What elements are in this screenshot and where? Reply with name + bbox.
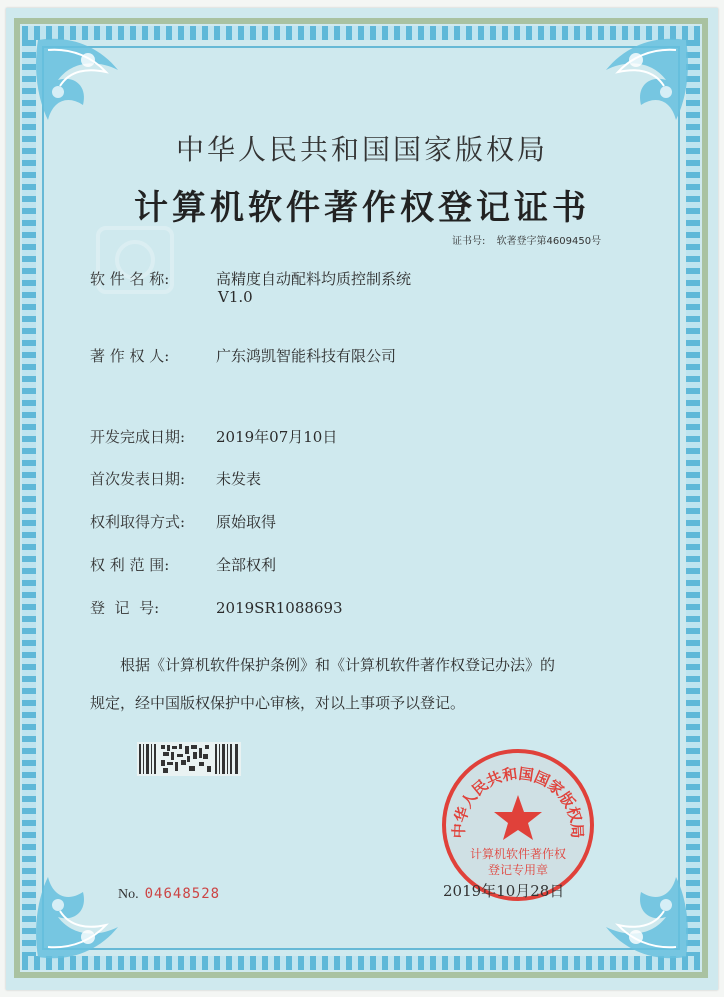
svg-text:计算机软件著作权: 计算机软件著作权	[469, 847, 567, 861]
corner-ornament-icon	[576, 30, 696, 140]
certificate-number	[452, 232, 601, 247]
field-label: 开发完成日期:	[90, 428, 186, 446]
field-copyright-owner	[90, 345, 396, 366]
field-label: 登 记 号:	[90, 599, 160, 617]
serial-label: No.	[118, 887, 139, 902]
completion-date-value: 2019年07月10日	[216, 428, 338, 446]
field-rights-scope	[90, 554, 276, 575]
field-first-publish-date	[90, 468, 261, 489]
software-name-value: 高精度自动配料均质控制系统	[216, 270, 412, 288]
field-registration-number	[90, 597, 343, 618]
field-label: 软 件 名 称:	[90, 270, 170, 288]
document-title: 计算机软件著作权登记证书	[134, 188, 590, 228]
certificate-number-label: 证书号:	[452, 236, 486, 247]
field-label: 权利取得方式:	[90, 513, 186, 531]
issuer-title: 中华人民共和国国家版权局	[175, 133, 548, 166]
statement-line-2: 规定，经中国版权保护中心审核，对以上事项予以登记。	[90, 694, 466, 712]
field-label: 权 利 范 围:	[90, 556, 170, 574]
serial-number	[118, 886, 220, 903]
software-version-value: V1.0	[218, 288, 253, 306]
svg-text:登记专用章: 登记专用章	[487, 863, 549, 877]
field-label: 著 作 权 人:	[90, 347, 170, 365]
acquisition-method-value: 原始取得	[216, 513, 277, 531]
copyright-owner-value: 广东鸿凯智能科技有限公司	[216, 347, 397, 365]
corner-ornament-icon	[28, 30, 148, 140]
issue-date: 2019年10月28日	[443, 882, 565, 900]
certificate-number-value: 软著登字第4609450号	[496, 236, 602, 247]
field-software-name	[90, 268, 412, 306]
corner-ornament-icon	[28, 857, 148, 967]
serial-value: 04648528	[144, 886, 221, 902]
field-label: 首次发表日期:	[90, 470, 186, 488]
registration-statement	[90, 646, 650, 722]
field-acquisition-method	[90, 511, 276, 532]
registration-number-value: 2019SR1088693	[216, 599, 343, 617]
statement-line-1: 根据《计算机软件保护条例》和《计算机软件著作权登记办法》的	[120, 656, 556, 674]
barcode-icon	[137, 742, 241, 776]
first-publish-date-value: 未发表	[216, 470, 262, 488]
field-completion-date	[90, 426, 337, 447]
svg-text:中华人民共和国国家版权局: 中华人民共和国国家版权局	[449, 764, 587, 839]
rights-scope-value: 全部权利	[216, 556, 277, 574]
